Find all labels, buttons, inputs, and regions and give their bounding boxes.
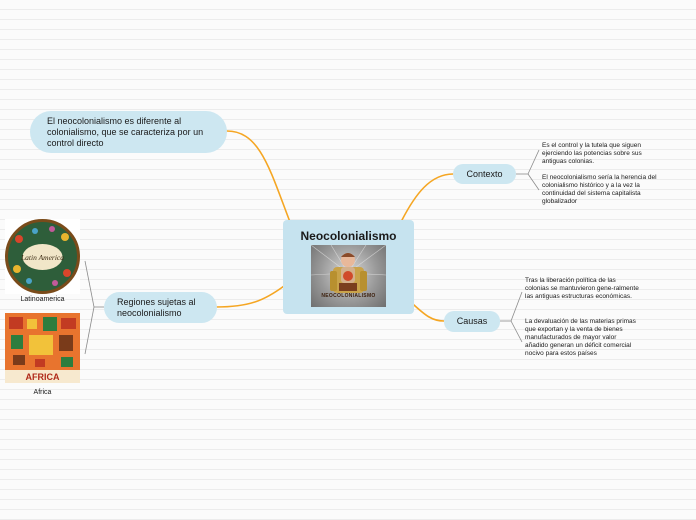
intro-text: El neocolonialismo es diferente al colonialismo, que se caracteriza por un control directo [47, 116, 204, 148]
connector-contexto-leaf-2 [528, 174, 539, 190]
latin-america-poster-text: Latin America [21, 253, 64, 262]
central-image [311, 245, 386, 307]
central-image-caption: NEOCOLONIALISMO [321, 293, 376, 299]
africa-poster-icon [5, 313, 80, 383]
causas-leaf-1[interactable] [525, 277, 640, 301]
connector-causas-leaf-1 [511, 292, 522, 321]
africa-image[interactable] [5, 313, 80, 383]
causas-leaf-1-text: Tras la liberación política de las colonias se mantuvieron gene-ralmente las antiguas estructuras económicas. [525, 277, 639, 300]
contexto-leaf-2-text: El neocolonialismo sería la herencia del colonialismo histórico y a la vez la continuidad del sistema capitalista globalizador [542, 174, 657, 205]
contexto-leaf-2[interactable] [542, 174, 666, 206]
connector-regiones [216, 286, 284, 307]
causas-text: Causas [456, 316, 488, 326]
connector-region-2 [85, 307, 94, 354]
regiones-node[interactable] [104, 292, 217, 323]
connector-region-1 [85, 261, 94, 307]
connector-contexto [402, 174, 453, 220]
central-node[interactable] [283, 220, 414, 314]
connector-causas-leaf-2 [511, 321, 522, 342]
contexto-leaf-1[interactable] [542, 142, 654, 166]
contexto-node[interactable] [453, 164, 516, 184]
contexto-leaf-1-text: Es el control y la tutela que siguen ejerciendo las potencias sobre sus antiguas colonias. [542, 142, 642, 165]
connector-causas [414, 305, 444, 321]
connector-contexto-leaf-1 [528, 150, 539, 174]
latinoamerica-label: Latinoamerica [20, 296, 65, 303]
central-title: Neocolonialismo [300, 229, 397, 243]
latinoamerica-image[interactable] [5, 219, 80, 294]
contexto-text: Contexto [466, 169, 503, 179]
connector-intro [227, 131, 290, 222]
latin-america-poster-icon [5, 219, 80, 294]
intro-node[interactable] [30, 111, 227, 153]
regiones-text: Regiones sujetas al neocolonialismo [117, 297, 196, 318]
causas-node[interactable] [444, 311, 500, 332]
africa-label: Africa [33, 389, 52, 396]
causas-leaf-2-text: La devaluación de las materias primas que exportan y la venta de bienes manufacturados de mayor valor añadido generan un déficit comercial nocivo para estos países [525, 318, 636, 357]
causas-leaf-2[interactable] [525, 318, 637, 358]
africa-poster-text: AFRICA [25, 372, 60, 382]
